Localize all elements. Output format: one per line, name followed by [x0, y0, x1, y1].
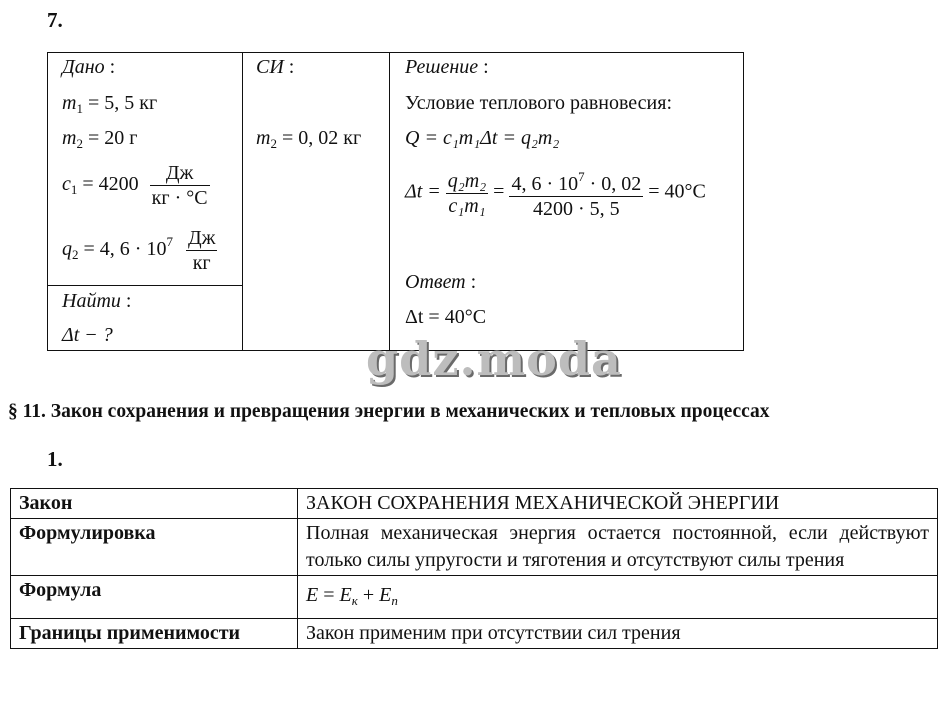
eq-fraction-numeric-den: 4200 · 5, 5: [533, 198, 620, 220]
eq-fraction-symbolic-den: c₁m₁: [448, 194, 486, 217]
task-number: 1.: [47, 447, 63, 471]
c1-unit: [150, 161, 210, 210]
formula-plus: +: [357, 584, 380, 606]
eq-result-value: = 40°С: [648, 180, 706, 203]
given-label: Дано: [62, 56, 105, 78]
eq-fraction-symbolic: [446, 169, 488, 218]
table-divider-2: [389, 52, 390, 351]
eq-fraction-numeric-num: [509, 165, 643, 197]
formula-En: E: [379, 584, 392, 606]
equation-heat-balance: Q = c₁m₁Δt = q₂m₂: [405, 127, 560, 149]
given-header: Дано :: [62, 56, 116, 78]
q2-value: = 4, 6 · 10: [83, 238, 167, 261]
eq-fraction-numeric: [509, 165, 643, 221]
eq-num-part-b: · 0, 02: [584, 173, 642, 195]
table-left-border: [47, 52, 48, 351]
row-key-applicability: Границы применимости: [11, 619, 298, 649]
q2-unit-numerator: Дж: [187, 227, 216, 249]
m1-symbol: m: [62, 92, 77, 114]
q2-unit: [186, 226, 217, 275]
watermark-logo: gdz.moda: [366, 332, 622, 386]
row-key-formulation: Формулировка: [11, 519, 298, 576]
problem-number: 7.: [47, 8, 63, 32]
row-value-applicability: Закон применим при отсутствии сил трения: [298, 619, 938, 649]
row-value-formula: [298, 576, 938, 619]
si-m2-value: = 0, 02 кг: [281, 127, 362, 149]
find-header: Найти :: [62, 290, 132, 312]
si-m2: [256, 127, 361, 152]
m1-value: = 5, 5 кг: [87, 92, 158, 114]
c1-subscript: 1: [70, 182, 78, 198]
given-m1: [62, 92, 157, 117]
solution-header: Решение :: [405, 56, 489, 78]
answer-label: Ответ: [405, 271, 466, 293]
si-m2-symbol: m: [256, 127, 271, 149]
si-m2-subscript: 2: [270, 136, 277, 151]
q2-subscript: 2: [72, 247, 79, 263]
m2-symbol: m: [62, 127, 77, 149]
c1-unit-numerator: Дж: [150, 161, 210, 186]
formula-Ek: E: [339, 584, 352, 606]
formula-Ek-sub: к: [351, 593, 358, 608]
eq-num-exponent: 7: [578, 169, 585, 184]
eq-equals: =: [493, 180, 505, 203]
row-key-formula: Формула: [11, 576, 298, 619]
equation-result: [405, 165, 706, 221]
table-row: [11, 576, 938, 619]
answer-value: Δt = 40°С: [405, 306, 487, 328]
table-top-border: [47, 52, 744, 53]
c1-unit-denominator: кг · °С: [151, 187, 208, 209]
c1-value: = 4200: [82, 173, 139, 196]
law-table: [10, 488, 938, 649]
section-heading: § 11. Закон сохранения и превращения энергии в механических и тепловых процессах: [8, 401, 770, 422]
row-value-law: ЗАКОН СОХРАНЕНИЯ МЕХАНИЧЕСКОЙ ЭНЕРГИИ: [298, 489, 938, 519]
answer-header: Ответ :: [405, 271, 477, 293]
formula-equals: =: [318, 584, 340, 606]
formula-En-sub: п: [391, 593, 398, 608]
condition-text: Условие теплового равновесия:: [405, 92, 673, 114]
eq-fraction-symbolic-num: q₂m₂: [447, 169, 487, 192]
q2-exponent: 7: [166, 234, 173, 250]
si-header: СИ :: [256, 56, 295, 78]
given-find-divider: [47, 285, 243, 286]
q2-symbol: q: [62, 238, 72, 261]
m2-value: = 20 г: [87, 127, 138, 149]
table-row: [11, 489, 938, 519]
given-c1: [62, 161, 210, 210]
q2-unit-denominator: кг: [192, 252, 211, 274]
given-q2: [62, 226, 217, 275]
table-divider-1: [242, 52, 243, 351]
eq-num-part-a: 4, 6 · 10: [511, 173, 579, 195]
eq-delta-t: Δt =: [405, 180, 441, 203]
find-value: Δt − ?: [62, 324, 113, 346]
find-label: Найти: [62, 290, 121, 312]
given-m2: [62, 127, 137, 152]
row-key-law: Закон: [11, 489, 298, 519]
formula-E: E: [306, 584, 319, 606]
table-right-border: [743, 52, 744, 351]
table-row: [11, 519, 938, 576]
si-label: СИ: [256, 56, 284, 78]
table-row: [11, 619, 938, 649]
m1-subscript: 1: [76, 101, 83, 116]
c1-symbol: c: [62, 173, 71, 196]
row-value-formulation: Полная механическая энергия остается постоянной, если действуют только силы упругости и тяготения и отсутствуют силы трения: [298, 519, 938, 576]
m2-subscript: 2: [76, 136, 83, 151]
solution-label: Решение: [405, 56, 479, 78]
